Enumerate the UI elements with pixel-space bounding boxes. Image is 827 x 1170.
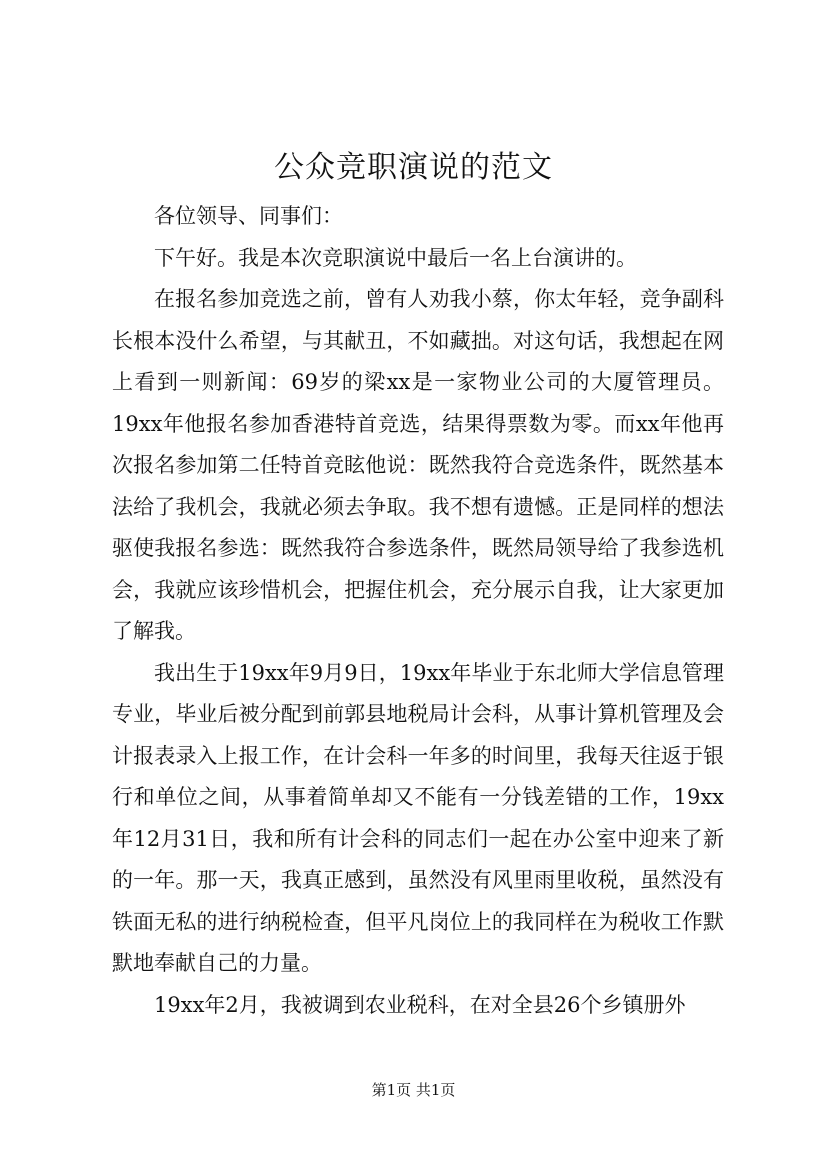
paragraph-motivation: 在报名参加竞选之前，曾有人劝我小蔡，你太年轻，竞争副科长根本没什么希望，与其献丑，不如藏拙。对这句话，我想起在网上看到一则新闻：69岁的梁xx是一家物业公司的大厦管理员。19xx年他报名参加香港特首竞选，结果得票数为零。而xx年他再次报名参加第二任特首竞眩他说：既然我符合竞选条件，既然基本法给了我机会，我就必须去争取。我不想有遗憾。正是同样的想法驱使我报名参选：既然我符合参选条件，既然局领导给了我参选机会，我就应该珍惜机会，把握住机会，充分展示自我，让大家更加了解我。 bbox=[112, 287, 724, 643]
paragraph-background: 我出生于19xx年9月9日，19xx年毕业于东北师大学信息管理专业，毕业后被分配到前郭县地税局计会科，从事计算机管理及会计报表录入上报工作，在计会科一年多的时间里，我每天往返于银行和单位之间，从事着简单却又不能有一分钱差错的工作，19xx年12月31日，我和所有计会科的同志们一起在办公室中迎来了新的一年。那一天，我真正感到，虽然没有风里雨里收税，虽然没有铁面无私的进行纳税检查，但平凡岗位上的我同样在为税收工作默默地奉献自己的力量。 bbox=[112, 660, 724, 975]
paragraph-greeting: 各位领导、同事们： bbox=[154, 204, 343, 228]
document-title: 公众竞职演说的范文 bbox=[274, 150, 553, 185]
document-body bbox=[112, 196, 724, 1026]
page-number-footer: 第1页 共1页 bbox=[371, 1081, 456, 1099]
paragraph-opening: 下午好。我是本次竞职演说中最后一名上台演讲的。 bbox=[154, 245, 637, 270]
paragraph-agriculture-tax: 19xx年2月，我被调到农业税科，在对全县26个乡镇册外 bbox=[154, 992, 686, 1017]
